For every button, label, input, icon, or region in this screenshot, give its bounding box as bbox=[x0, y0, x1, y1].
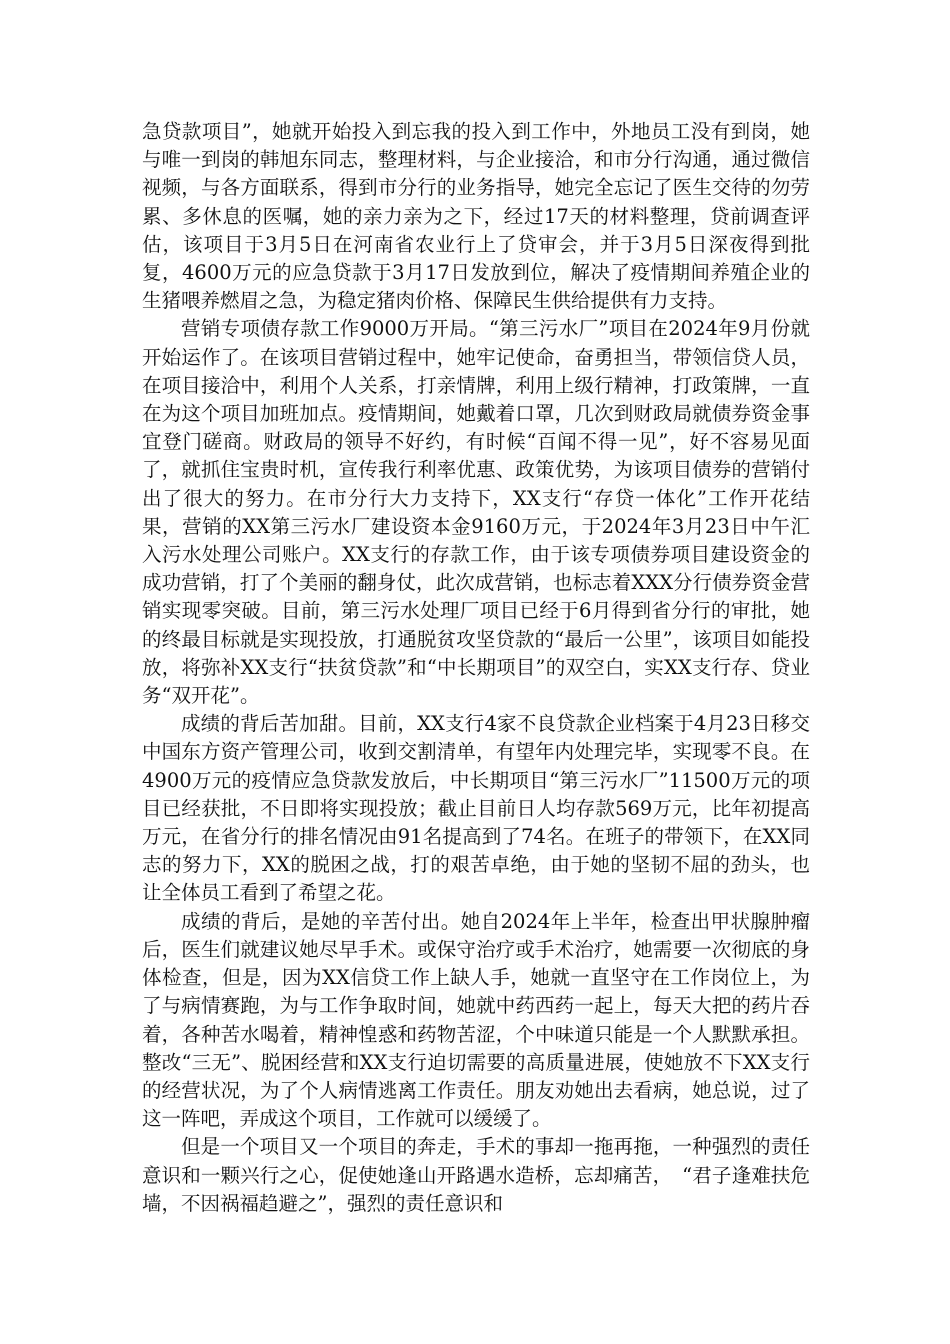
paragraph-4: 成绩的背后，是她的辛苦付出。她自2024年上半年，检查出甲状腺肿瘤后，医生们就建议她尽早手术。或保守治疗或手术治疗，她需要一次彻底的身体检查，但是，因为XX信贷工作上缺人手，她就一直坚守在工作岗位上，为了与病情赛跑，为与工作争取时间，她就中药西药一起上，每天大把的药片吞着，各种苦水喝着，精神惶惑和药物苦涩，个中味道只能是一个人默默承担。整改“三无”、脱困经营和XX支行迫切需要的高质量进展，使她放不下XX支行的经营状况，为了个人病情逃离工作责任。朋友劝她出去看病，她总说，过了这一阵吧，弄成这个项目，工作就可以缓缓了。 bbox=[142, 909, 810, 1131]
paragraph-3: 成绩的背后苦加甜。目前，XX支行4家不良贷款企业档案于4月23日移交中国东方资产管理公司，收到交割清单，有望年内处理完毕，实现零不良。在4900万元的疫情应急贷款发放后，中长期项目“第三污水厂”11500万元的项目已经获批，不日即将实现投放；截止目前日人均存款569万元，比年初提高 万元，在省分行的排名情况由91名提高到了74名。在班子的带领下，在XX同志的努力下，XX的脱困之战，打的艰苦卓绝，由于她的坚韧不屈的劲头，也让全体员工看到了希望之花。 bbox=[142, 712, 830, 905]
paragraph-1: 急贷款项目”，她就开始投入到忘我的投入到工作中，外地员工没有到岗，她与唯一到岗的韩旭东同志，整理材料，与企业接洽，和市分行沟通，通过微信视频，与各方面联系，得到市分行的业务指导，她完全忘记了医生交待的勿劳累、多休息的医嘱，她的亲力亲为之下，经过17天的材料整理，贷前调查评估，该项目于3月5日在河南省农业行上了贷审会，并于3月5日深夜得到批复，4600万元的应急贷款于3月17日发放到位，解决了疫情期间养殖企业的生猪喂养燃眉之急，为稳定猪肉价格、保障民生供给提供有力支持。 bbox=[142, 120, 810, 313]
paragraph-2: 营销专项债存款工作9000万开局。“第三污水厂”项目在2024年9月份就开始运作了。在该项目营销过程中，她牢记使命，奋勇担当，带领信贷人员，在项目接洽中，利用个人关系，打亲情牌，利用上级行精神，打政策牌，一直在为这个项目加班加点。疫情期间，她戴着口罩，几次到财政局就债券资金事宜登门磋商。财政局的领导不好约，有时候“百闻不得一见”，好不容易见面了，就抓住宝贵时机，宣传我行利率优惠、政策优势，为该项目债券的营销付出了很大的努力。在市分行大力支持下，XX支行“存贷一体化”工作开花结果，营销的XX第三污水厂建设资本金9160万元，于2024年3月23日中午汇入污水处理公司账户。XX支行的存款工作，由于该专项债券项目建设资金的成功营销，打了个美丽的翻身仗，此次成营销，也标志着XXX分行债券资金营销实现零突破。目前，第三污水处理厂项目已经于6月得到省分行的审批，她的终最目标就是实现投放，打通脱贫攻坚贷款的“最后一公里”，该项目如能投放，将弥补XX支行“扶贫贷款”和“中长期项目”的双空白，实XX支行存、贷业务“双开花”。 bbox=[142, 317, 810, 708]
paragraph-5: 但是一个项目又一个项目的奔走，手术的事却一拖再拖，一种强烈的责任意识和一颗兴行之心，促使她逢山开路遇水造桥，忘却痛苦， “君子逢难扶危墙，不因祸福趋避之”，强烈的责任意识和 bbox=[142, 1135, 810, 1215]
document-page bbox=[142, 118, 830, 1218]
